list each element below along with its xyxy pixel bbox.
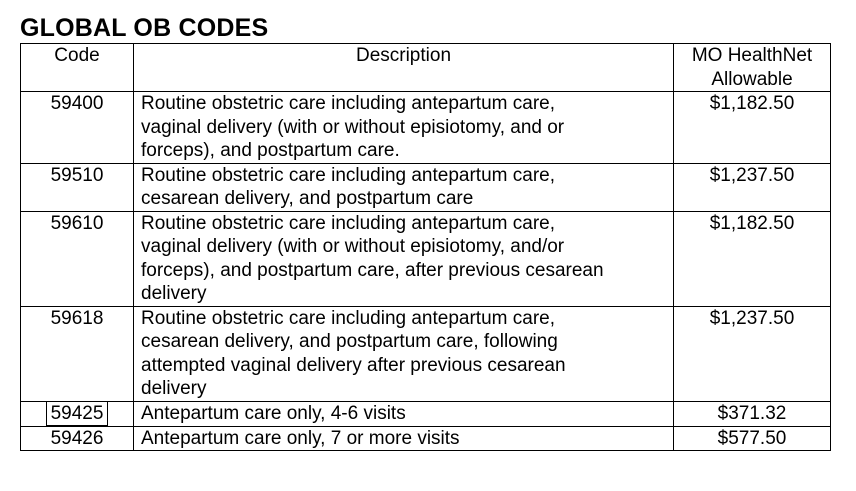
description-line: Routine obstetric care including antepartum care, (141, 164, 556, 186)
description-line: vaginal delivery (with or without episiotomy, and or (141, 116, 565, 138)
table-row (21, 426, 831, 450)
allowable-cell: $1,182.50 (674, 92, 831, 164)
description-line: cesarean delivery, and postpartum care, following (141, 331, 558, 352)
allowable-header-line-2: Allowable (711, 68, 793, 90)
table-row (21, 92, 831, 164)
table-row (21, 163, 831, 211)
description-line: cesarean delivery, and postpartum care (141, 188, 474, 209)
code-cell: 59618 (21, 306, 134, 401)
description-cell (134, 211, 674, 306)
description-line: forceps), and postpartum care. (141, 140, 400, 161)
code-cell (21, 401, 134, 426)
table-row (21, 401, 831, 426)
description-line: delivery (141, 378, 207, 399)
table-row (21, 211, 831, 306)
allowable-cell: $1,182.50 (674, 211, 831, 306)
description-cell (134, 306, 674, 401)
document-title: GLOBAL OB CODES (20, 14, 269, 42)
table-row (21, 306, 831, 401)
ob-codes-table (20, 43, 831, 451)
code-cell: 59400 (21, 92, 134, 164)
description-line: Routine obstetric care including antepartum care, (141, 93, 556, 114)
description-line: forceps), and postpartum care, after previous cesarean (141, 259, 604, 281)
boxed-code-label: 59425 (46, 402, 109, 426)
allowable-cell: $371.32 (674, 401, 831, 426)
description-cell (134, 92, 674, 164)
code-cell: 59426 (21, 426, 134, 450)
allowable-cell: $577.50 (674, 426, 831, 450)
table-header-row (21, 44, 831, 92)
allowable-header-line-1: MO HealthNet (691, 45, 813, 66)
description-line: delivery (141, 283, 207, 304)
column-header-code: Code (21, 44, 134, 92)
description-line: attempted vaginal delivery after previous cesarean (141, 354, 566, 376)
description-cell (134, 426, 674, 450)
description-line: Antepartum care only, 7 or more visits (141, 427, 460, 449)
description-cell (134, 401, 674, 426)
allowable-cell: $1,237.50 (674, 306, 831, 401)
code-cell: 59610 (21, 211, 134, 306)
description-cell (134, 163, 674, 211)
column-header-description: Description (134, 44, 674, 92)
description-line: Antepartum care only, 4-6 visits (141, 402, 406, 424)
description-line: Routine obstetric care including antepartum care, (141, 212, 556, 234)
code-cell: 59510 (21, 163, 134, 211)
description-line: vaginal delivery (with or without episiotomy, and/or (141, 236, 565, 257)
description-line: Routine obstetric care including antepartum care, (141, 307, 556, 329)
column-header-allowable (674, 44, 831, 92)
allowable-cell: $1,237.50 (674, 163, 831, 211)
